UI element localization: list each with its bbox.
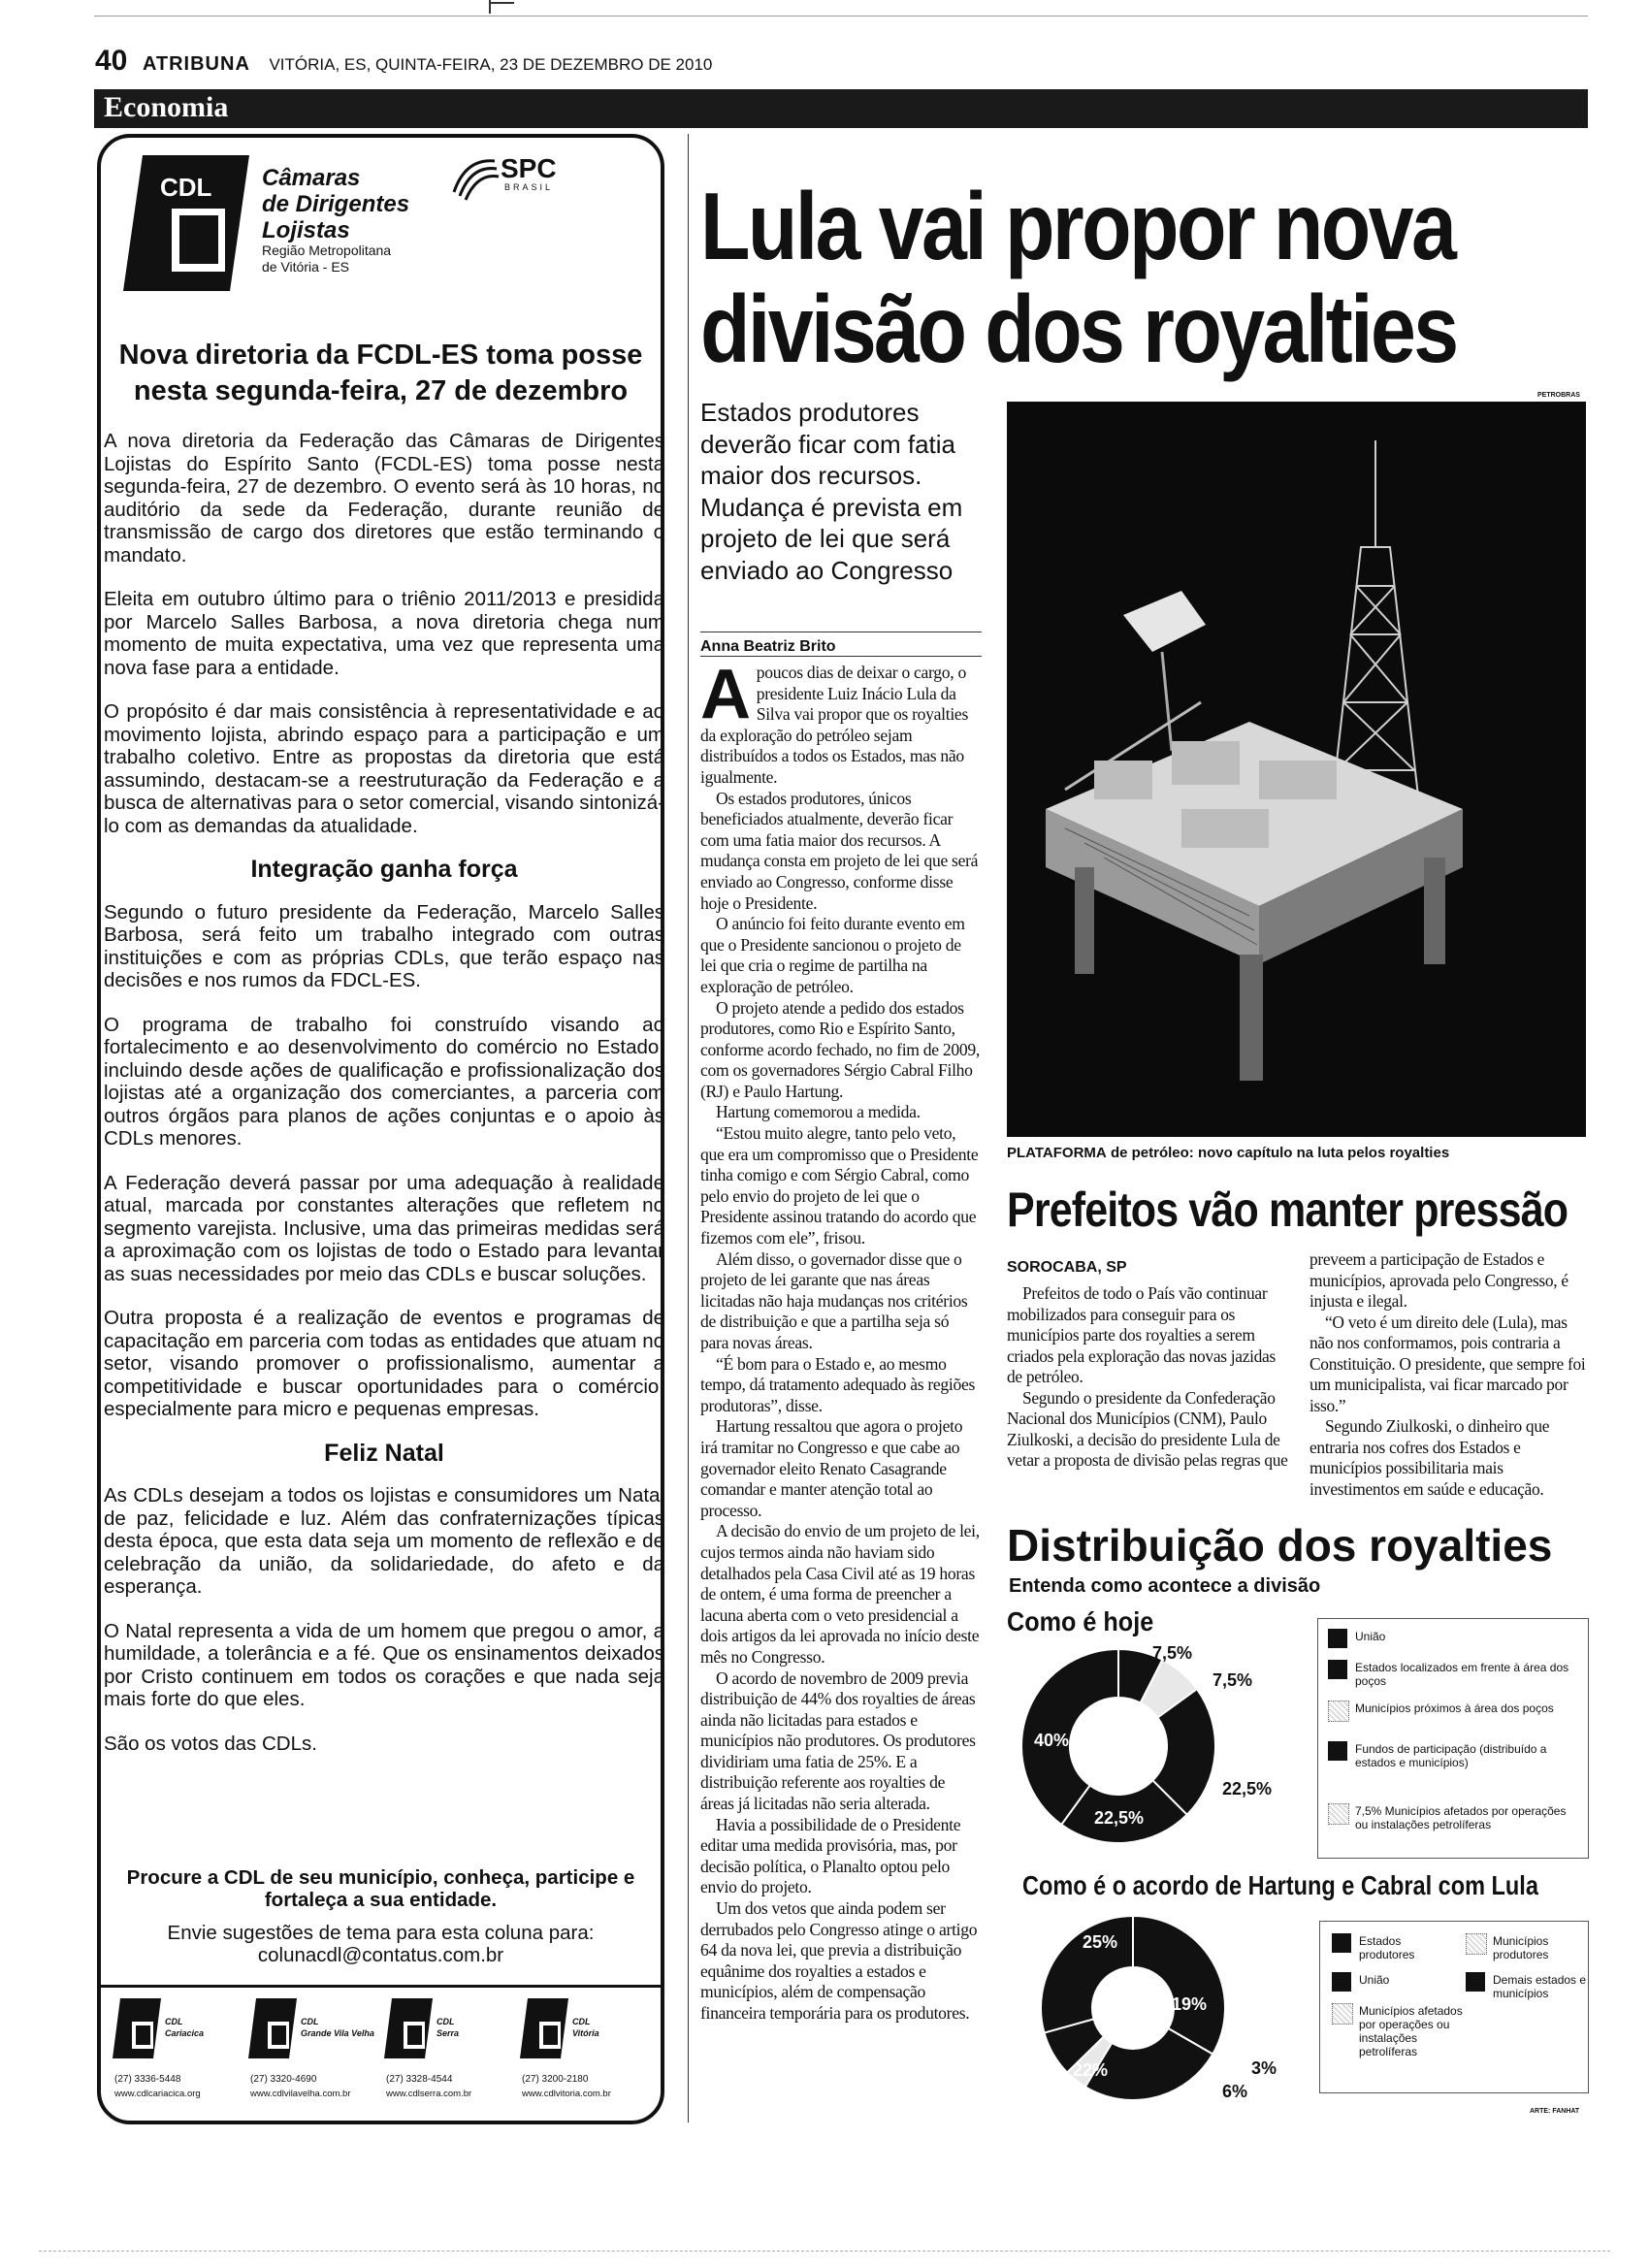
legend-swatch	[1328, 1660, 1347, 1679]
cdl-region-line: Região Metropolitana	[262, 243, 392, 258]
article-paragraph: O projeto atende a pedido dos estados produtores, como Rio e Espírito Santo, conforme acordo fechado, no fim de 2009, com os governadores Sérgio Cabral Filho (RJ) e Paulo Hartung.	[700, 997, 980, 1101]
cdl-logo-icon	[123, 155, 249, 291]
second-headline: Prefeitos vão manter pressão	[1007, 1183, 1568, 1237]
spc-subtitle: BRASIL	[504, 182, 554, 192]
cdl-subhead: Feliz Natal	[324, 1439, 444, 1467]
cdl-branch-website[interactable]: www.cdlcariacica.org	[114, 2089, 201, 2099]
cdl-logo-text: CDL	[160, 173, 212, 202]
infographic-title: Distribuição dos royalties	[1007, 1520, 1553, 1571]
article-paragraph: preveem a participação de Estados e municípios, aprovada pelo Congresso, é injusta e ilegal.	[1310, 1249, 1568, 1311]
main-headline-line: Lula vai propor nova	[700, 173, 1455, 279]
cdl-body	[104, 430, 664, 1776]
main-headline-line: divisão dos royalties	[700, 275, 1457, 382]
cdl-branch-website[interactable]: www.cdlvitoria.com.br	[522, 2089, 611, 2099]
cdl-branch-name-line: CDL	[301, 2017, 319, 2026]
article-paragraph: “O veto é um direito dele (Lula), mas não nos conformamos, pois contraria a Constituição. O presidente, que sempre foi um municipalista, vai ficar marcado por isso.”	[1310, 1312, 1586, 1415]
cdl-title-line: de Dirigentes	[262, 191, 410, 217]
legend-label: 7,5% Municípios afetados por operações ou instalações petrolíferas	[1355, 1804, 1567, 1831]
cdl-footer-logos	[113, 1998, 656, 2115]
donut-slice	[1133, 1916, 1225, 2055]
article-paragraph: “Estou muito alegre, tanto pelo veto, que era um compromisso que o Presidente tinha comigo e com Sérgio Cabral, como pelo envio do projeto de lei que o Presidente assinou tratando do acordo que fizemos com ele”, frisou.	[700, 1123, 979, 1248]
article-paragraph: Segundo o futuro presidente da Federação, Marcelo Salles Barbosa, será feito um trabalho integrado com outras instituições e com as próprias CDLs, que terão espaço nas decisões e nos rumos da FDCL-ES.	[104, 900, 664, 991]
cdl-title-line: Lojistas	[262, 217, 350, 243]
first-paragraph-text: poucos dias de deixar o cargo, o presidente Luiz Inácio Lula da Silva vai propor que os royalties da exploração do petróleo sejam distribuídos a todos os Estados, mas não igualmente.	[700, 663, 968, 787]
article-paragraph: O programa de trabalho foi construído visando ao fortalecimento e ao desenvolvimento do comércio no Estado, incluindo desde ações de qualificação e profissionalização dos lojistas até a organização dos comerciantes, a parceria com outros órgãos para planos de ações conjuntas e o apoio às CDLs menores.	[104, 1013, 664, 1150]
article-paragraph: Hartung ressaltou que agora o projeto irá tramitar no Congresso e que cabe ao governador eleito Renato Casagrande comandar e manter atenção total ao processo.	[700, 1416, 963, 1520]
infographic-subtitle: Entenda como acontece a divisão	[1009, 1575, 1321, 1597]
donut-data-label: 22,5%	[1222, 1779, 1273, 1798]
section-bar	[94, 89, 1588, 128]
cdl-branch-name-line: Serra	[436, 2028, 460, 2038]
legend-label: Municípios produtores	[1493, 1934, 1549, 1961]
cdl-branch-icon	[248, 1998, 297, 2058]
spc-swirl-icon	[446, 153, 501, 202]
caption-lead: PLATAFORMA	[1007, 1145, 1107, 1161]
cdl-branch-phone: (27) 3200-2180	[522, 2074, 589, 2085]
article-paragraph: O Natal representa a vida de um homem que pregou o amor, a humildade, a tolerância e a fé. Que os ensinamentos deixados por Cristo continuem em todos os corações e que nada seja mais forte do que eles.	[104, 1619, 664, 1710]
legend-swatch	[1328, 1701, 1349, 1722]
cdl-paragraph-group	[104, 1484, 664, 1755]
article-paragraph: Um dos vetos que ainda podem ser derrubados pelo Congresso atinge o artigo 64 da nova lei, que previa a distribuição equânime dos royalties a estados e municípios, além de compensação financeira temporária para os produtores.	[700, 1898, 978, 2023]
cdl-branch-name	[301, 2016, 374, 2039]
cdl-footer-rule	[100, 1985, 662, 1988]
cdl-branch-logo[interactable]	[113, 1998, 239, 2113]
drop-cap: A	[700, 656, 751, 733]
cdl-branch-phone: (27) 3336-5448	[114, 2074, 181, 2085]
cdl-branch-logo[interactable]	[248, 1998, 374, 2113]
main-subhead: Estados produtores deverão ficar com fatia maior dos recursos. Mudança é prevista em projeto de lei que será enviado ao Congresso	[700, 398, 963, 585]
chart2-legend	[1319, 1921, 1589, 2093]
donut-data-label: 3%	[1251, 2058, 1277, 2078]
second-article-col1	[1007, 1283, 1288, 1472]
article-paragraph: A decisão do envio de um projeto de lei, cujos termos ainda não haviam sido detalhados pela Casa Civil até as 19 horas de ontem, é uma forma de preencher a lacuna aberta com o veto presidencial a dois artigos da lei aprovada no início deste mês no Congresso.	[700, 1521, 980, 1667]
cdl-suggestions	[112, 1922, 650, 1966]
oil-platform-photo	[1007, 402, 1586, 1137]
chart1-legend	[1317, 1618, 1589, 1859]
page-bottom-rule	[39, 2251, 1610, 2252]
cdl-suggestions-line: Envie sugestões de tema para esta coluna para:	[167, 1922, 595, 1944]
cdl-branch-name-line: CDL	[436, 2017, 455, 2026]
article-paragraph	[700, 656, 980, 789]
article-paragraph: Além disso, o governador disse que o projeto de lei garante que nas áreas licitadas não haja mudanças nos critérios de distribuição e que a partilha seja só para novas áreas.	[700, 1248, 968, 1352]
cdl-subhead: Integração ganha força	[250, 856, 518, 883]
legend-swatch	[1332, 1933, 1351, 1953]
page-header	[95, 45, 712, 78]
article-paragraph: Havia a possibilidade de o Presidente editar uma medida provisória, mas, por decisão política, o Planalto optou pelo envio do projeto.	[700, 1814, 961, 1897]
cdl-paragraph-group	[104, 901, 664, 1421]
article-paragraph: Hartung comemorou a medida.	[716, 1102, 921, 1122]
cdl-title	[262, 165, 409, 243]
cdl-branch-name-line: Cariacica	[165, 2028, 205, 2038]
legend-label: Municípios próximos à área dos poços	[1355, 1701, 1554, 1715]
cdl-branch-logo[interactable]	[384, 1998, 510, 2113]
crop-mark	[491, 2, 514, 4]
donut-data-label: 40%	[1034, 1731, 1070, 1750]
cdl-headline: Nova diretoria da FCDL-ES toma posse nesta segunda-feira, 27 de dezembro	[118, 340, 643, 406]
legend-swatch	[1328, 1741, 1347, 1761]
page-number: 40	[95, 45, 128, 77]
legend-label: Estados produtores	[1359, 1934, 1415, 1961]
article-paragraph: Os estados produtores, únicos beneficiados atualmente, deverão ficar com uma fatia maior dos recursos. A mudança consta em projeto de lei que será enviado ao Congresso, conforme disse hoje o Presidente.	[700, 788, 979, 913]
legend-label: Estados localizados em frente à área dos poços	[1355, 1661, 1569, 1688]
cdl-branch-phone: (27) 3328-4544	[386, 2074, 453, 2085]
legend-label: Demais estados e municípios	[1493, 1973, 1587, 2000]
cdl-branch-icon	[113, 1998, 161, 2058]
donut-data-label: 19%	[1172, 1994, 1208, 2014]
chart2-title: Como é o acordo de Hartung e Cabral com Lula	[1022, 1870, 1538, 1900]
article-paragraph: O propósito é dar mais consistência à representatividade e ao movimento lojista, abrindo espaço para a participação e um trabalho coletivo. Entre as propostas da diretoria que está assumindo, destacam-se a reestruturação da Federação e a busca de alternativas para o setor comercial, visando sintonizá-lo com as demandas da atualidade.	[104, 700, 664, 837]
legend-swatch	[1466, 1972, 1485, 1992]
article-paragraphs	[700, 789, 980, 2025]
article-paragraph: Outra proposta é a realização de eventos e programas de capacitação em parceria com todas as entidades que atuam no setor, visando promover o profissionalismo, aumentar a competitividade e buscar oportunidades para o comércio, especialmente para micro e pequenas empresas.	[104, 1307, 664, 1420]
article-paragraph: Eleita em outubro último para o triênio 2011/2013 e presidida por Marcelo Salles Barbosa, a nova diretoria chega num momento de muita expectativa, uma vez que representa uma nova fase para a entidade.	[104, 588, 664, 679]
cdl-paragraph-group	[104, 430, 664, 837]
donut-data-label: 22%	[1073, 2060, 1109, 2080]
cdl-region-line: de Vitória - ES	[262, 259, 350, 275]
chart2-donut	[1007, 1901, 1337, 2115]
chart1-donut	[1007, 1630, 1337, 1863]
cdl-branch-website[interactable]: www.cdlvilavelha.com.br	[250, 2089, 351, 2099]
article-paragraph: A Federação deverá passar por uma adequação à realidade atual, marcada por constantes alterações que refletem no segmento varejista. Inclusive, uma das primeiras medidas será a aproximação com os lojistas de todo o Estado para levantar as suas necessidades por meio das CDLs e buscar soluções.	[104, 1171, 664, 1285]
cdl-branch-name	[165, 2016, 204, 2039]
cdl-branch-name-line: Grande Vila Velha	[301, 2028, 374, 2038]
legend-label: União	[1355, 1630, 1386, 1643]
article-paragraph: O anúncio foi feito durante evento em que o Presidente sancionou o projeto de lei que cria o regime de partilha na exploração de petróleo.	[700, 914, 965, 996]
cdl-banner	[112, 146, 650, 301]
second-article-col2	[1310, 1249, 1591, 1500]
legend-swatch	[1328, 1803, 1349, 1825]
cdl-branch-name	[572, 2016, 599, 2039]
cdl-title-line: Câmaras	[262, 165, 361, 191]
cdl-branch-phone: (27) 3320-4690	[250, 2074, 317, 2085]
donut-data-label: 25%	[1083, 1932, 1118, 1952]
donut-data-label: 6%	[1222, 2082, 1248, 2101]
cdl-branch-name-line: CDL	[165, 2017, 183, 2026]
legend-swatch	[1332, 2003, 1353, 2025]
cdl-branch-name-line: CDL	[572, 2017, 591, 2026]
section-title: Economia	[104, 91, 229, 123]
donut-data-label: 7,5%	[1212, 1670, 1253, 1690]
legend-swatch	[1466, 1933, 1487, 1955]
cdl-branch-name	[436, 2016, 459, 2039]
column-divider	[688, 134, 689, 2122]
article-paragraph: Segundo o presidente da Confederação Nacional dos Municípios (CNM), Paulo Ziulkoski, a decisão do presidente Lula de vetar a proposta de divisão pelas regras que	[1007, 1387, 1288, 1470]
art-credit: ARTE: FANHAT	[1530, 2108, 1580, 2115]
article-paragraph: São os votos das CDLs.	[104, 1732, 317, 1755]
newspaper-brand: ATRIBUNA	[142, 53, 250, 75]
main-article-body	[700, 656, 980, 2025]
article-paragraph: “É bom para o Estado e, ao mesmo tempo, dá tratamento adequado às regiões produtoras”, disse.	[700, 1353, 976, 1415]
donut-data-label: 7,5%	[1152, 1643, 1193, 1663]
legend-swatch	[1332, 1972, 1351, 1992]
spc-logo	[446, 153, 557, 207]
legend-label: Municípios afetados por operações ou instalações petrolíferas	[1359, 2004, 1463, 2058]
cdl-branch-name-line: Vitória	[572, 2028, 599, 2038]
cdl-branch-icon	[520, 1998, 568, 2058]
photo-credit: PETROBRAS	[1537, 392, 1580, 399]
caption-text: de petróleo: novo capítulo na luta pelos royalties	[1110, 1145, 1450, 1161]
legend-label: Fundos de participação (distribuído a estados e municípios)	[1355, 1742, 1547, 1769]
donut-data-label: 22,5%	[1094, 1808, 1145, 1828]
byline: Anna Beatriz Brito	[700, 632, 982, 656]
cdl-branch-icon	[384, 1998, 433, 2058]
header-dateline: VITÓRIA, ES, QUINTA-FEIRA, 23 DE DEZEMBRO DE 2010	[269, 55, 713, 74]
legend-label: União	[1359, 1973, 1390, 1987]
article-paragraph: O acordo de novembro de 2009 previa distribuição de 44% dos royalties de áreas ainda não licitadas para estados e municípios não produtores. Os produtores dividiriam uma fatia de 25%. E a distribuição referente aos royalties de áreas já licitadas não seria alterada.	[700, 1668, 976, 1814]
main-headline	[700, 175, 1468, 380]
article-paragraph: Prefeitos de todo o País vão continuar mobilizados para conseguir para os municípios parte dos royalties a serem criados pela exploração das novas jazidas de petróleo.	[1007, 1283, 1276, 1386]
cdl-region	[262, 243, 391, 275]
legend-swatch	[1328, 1629, 1347, 1648]
article-paragraph: A nova diretoria da Federação das Câmaras de Dirigentes Lojistas do Espírito Santo (FCDL-ES) toma posse nesta segunda-feira, 27 de dezembro. O evento será às 10 horas, no auditório da sede da Federação, durante reunião de transmissão de cargo dos diretores que estão terminando o mandato.	[104, 430, 664, 567]
chart1-title: Como é hoje	[1007, 1606, 1154, 1636]
cdl-branch-logo[interactable]	[520, 1998, 646, 2113]
second-dateline: SOROCABA, SP	[1007, 1259, 1127, 1276]
spc-title: SPC	[501, 153, 557, 183]
cdl-branch-website[interactable]: www.cdlserra.com.br	[386, 2089, 472, 2099]
article-paragraph: Segundo Ziulkoski, o dinheiro que entraria nos cofres dos Estados e municípios possibilitaria mais investimentos em saúde e educação.	[1310, 1416, 1550, 1499]
article-paragraph: As CDLs desejam a todos os lojistas e consumidores um Natal de paz, felicidade e luz. Além das confraternizações típicas desta época, que esta data seja um momento de reflexão e de celebração da união, da solidariedade, do afeto e da esperança.	[104, 1484, 664, 1598]
photo-caption	[1007, 1145, 1449, 1161]
oil-platform-icon	[1007, 402, 1586, 1137]
cdl-email-link[interactable]: colunacdl@contatus.com.br	[257, 1944, 504, 1966]
cdl-call-to-action: Procure a CDL de seu município, conheça, participe e fortaleça a sua entidade.	[126, 1866, 635, 1911]
